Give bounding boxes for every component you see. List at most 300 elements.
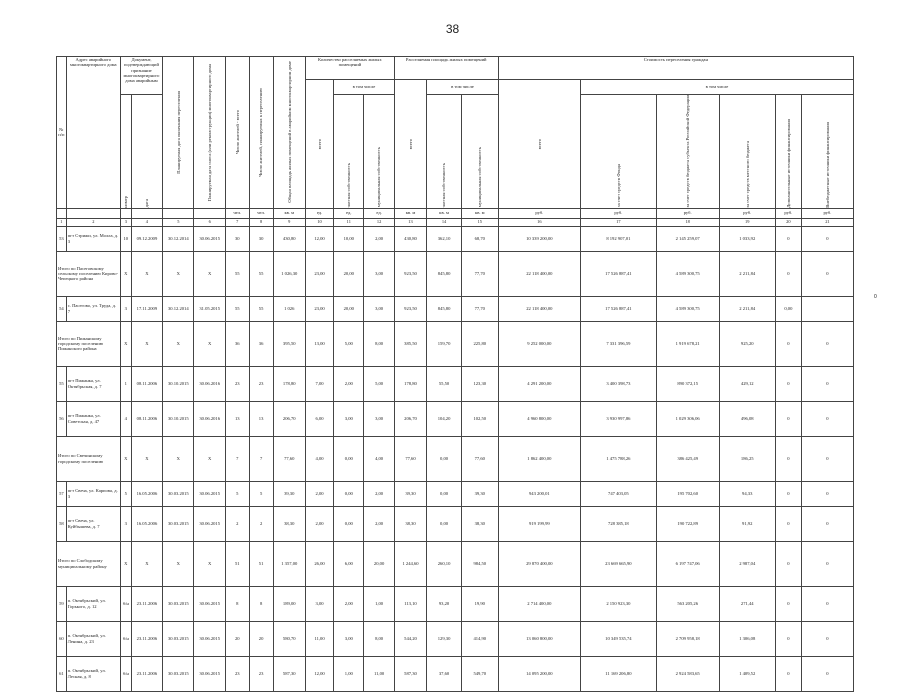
- row-number: 54: [57, 296, 67, 321]
- row-demolish-date: X: [194, 251, 225, 296]
- row-count-all: 2,00: [305, 481, 333, 506]
- row-area-all: 1 244,60: [394, 541, 426, 586]
- header-area-in-that: в том числе: [427, 80, 498, 95]
- header-area-private: частная собственность: [427, 95, 462, 209]
- row-count-all: 12,00: [305, 226, 333, 251]
- row-doc-date: 23.11.2006: [131, 586, 162, 621]
- header-area-all: всего: [394, 80, 426, 209]
- header-residents-total: Число жителей - всего: [225, 57, 249, 209]
- row-address: п. Октябрьский, ул. Ленина, д. 23: [66, 621, 120, 656]
- row-cost-fund: 2 150 923,30: [580, 586, 656, 621]
- row-cost-extra2: 0: [801, 541, 853, 586]
- page-number: 38: [445, 22, 460, 36]
- row-doc-number: б/н: [120, 656, 131, 691]
- column-number-cell: 9: [273, 218, 305, 226]
- row-count-private: 5,00: [334, 321, 364, 366]
- row-residents-total: 23: [225, 366, 249, 401]
- header-doc-number: номер: [120, 95, 131, 209]
- row-area: 206,70: [273, 401, 305, 436]
- row-area-private: 159,70: [427, 321, 462, 366]
- header-cost-in-that: в том числе: [580, 80, 853, 95]
- row-area-private: 104,20: [427, 401, 462, 436]
- header-cost-total: всего: [498, 80, 580, 209]
- row-doc-date: X: [131, 321, 162, 366]
- row-area-private: 260,10: [427, 541, 462, 586]
- row-cost-fund: 728 385,18: [580, 506, 656, 541]
- row-residents-total: 36: [225, 321, 249, 366]
- unit-cell: кв. м: [427, 208, 462, 218]
- row-cost-fund: 17 526 887,41: [580, 251, 656, 296]
- row-area-all: 587,30: [394, 656, 426, 691]
- row-cost-extra2: 0: [801, 656, 853, 691]
- row-plan-date: 30.03.2015: [163, 481, 194, 506]
- header-area: Общая площадь жилых помещений в аварийном многоквартирном доме: [273, 57, 305, 209]
- row-residents-total: 13: [225, 401, 249, 436]
- row-number: 59: [57, 586, 67, 621]
- column-numbers-row: [57, 218, 854, 226]
- row-cost-region: 1 919 678,21: [656, 321, 719, 366]
- row-cost-fund: 7 331 396,59: [580, 321, 656, 366]
- row-cost-extra2: 0: [801, 366, 853, 401]
- table-row: [57, 621, 854, 656]
- row-address: пгт Пижанка, ул. Октябрьская, д. 7: [66, 366, 120, 401]
- row-residents-planned: 2: [249, 506, 273, 541]
- row-residents-planned: 13: [249, 401, 273, 436]
- header-cost-extra2: Внебюджетные источники финансирования: [801, 95, 853, 209]
- row-demolish-date: 30.06.2015: [194, 506, 225, 541]
- row-doc-number: 1: [120, 366, 131, 401]
- row-count-all: 23,00: [305, 251, 333, 296]
- row-demolish-date: 30.06.2016: [194, 366, 225, 401]
- row-number: 56: [57, 401, 67, 436]
- row-cost-region: 386 425,49: [656, 436, 719, 481]
- row-area-private: 845,80: [427, 296, 462, 321]
- row-doc-number: б/н: [120, 621, 131, 656]
- row-residents-total: 23: [225, 656, 249, 691]
- column-number-cell: 6: [194, 218, 225, 226]
- resettlement-table: [56, 56, 854, 692]
- row-cost-local: 496,08: [719, 401, 775, 436]
- header-cost-group: Стоимость переселения граждан: [498, 57, 853, 80]
- row-cost-total: 9 252 000,00: [498, 321, 580, 366]
- table-row: [57, 481, 854, 506]
- row-cost-local: 1 409,52: [719, 656, 775, 691]
- column-number-cell: 21: [801, 218, 853, 226]
- row-area-municipal: 123,30: [461, 366, 498, 401]
- row-count-municipal: 11,00: [364, 656, 394, 691]
- column-number-cell: 15: [461, 218, 498, 226]
- row-count-private: 2,00: [334, 366, 364, 401]
- row-count-private: 20,00: [334, 251, 364, 296]
- row-residents-planned: 51: [249, 541, 273, 586]
- header-address: Адрес аварийного многоквартирного дома: [66, 57, 120, 209]
- row-cost-local: 1 033,92: [719, 226, 775, 251]
- row-area: 1 026: [273, 296, 305, 321]
- row-area: 430,80: [273, 226, 305, 251]
- header-cost-region: за счет средств бюджета субъекта Российской Федерации: [656, 95, 719, 209]
- row-count-all: 11,00: [305, 621, 333, 656]
- row-cost-total: 1 862 400,00: [498, 436, 580, 481]
- row-cost-fund: 23 669 665,90: [580, 541, 656, 586]
- row-cost-fund: 8 192 907,01: [580, 226, 656, 251]
- row-count-private: 6,00: [334, 541, 364, 586]
- row-area-private: 129,30: [427, 621, 462, 656]
- row-doc-number: X: [120, 251, 131, 296]
- header-count-municipal: муниципальная собственность: [364, 95, 394, 209]
- row-address: пгт Пижанка, ул. Советская, д. 47: [66, 401, 120, 436]
- row-address: п. Октябрьский, ул. Лесная, д. 8: [66, 656, 120, 691]
- table-row: [57, 366, 854, 401]
- row-doc-date: 16.05.2006: [131, 506, 162, 541]
- row-doc-date: 23.11.2006: [131, 621, 162, 656]
- row-count-municipal: 2,00: [364, 506, 394, 541]
- row-cost-fund: 10 349 535,74: [580, 621, 656, 656]
- unit-cell: руб.: [801, 208, 853, 218]
- row-cost-local: 429,12: [719, 366, 775, 401]
- row-count-all: 23,00: [305, 296, 333, 321]
- row-doc-number: 5: [120, 481, 131, 506]
- row-address: п. Октябрьский, ул. Горького, д. 12: [66, 586, 120, 621]
- row-cost-extra: 0: [775, 321, 801, 366]
- row-cost-total: 22 118 400,00: [498, 296, 580, 321]
- row-cost-extra: 0: [775, 506, 801, 541]
- unit-cell: руб.: [656, 208, 719, 218]
- unit-cell: руб.: [580, 208, 656, 218]
- row-cost-fund: 3 400 398,73: [580, 366, 656, 401]
- row-count-all: 12,00: [305, 656, 333, 691]
- row-cost-extra2: 0: [801, 621, 853, 656]
- row-cost-local: 91,92: [719, 506, 775, 541]
- row-count-municipal: 20,00: [364, 541, 394, 586]
- row-area-all: 206,70: [394, 401, 426, 436]
- row-cost-extra2: 0: [801, 506, 853, 541]
- header-cost-fund: за счет средств Фонда: [580, 95, 656, 209]
- row-area-all: 113,10: [394, 586, 426, 621]
- row-plan-date: X: [163, 436, 194, 481]
- row-cost-total: 14 095 200,00: [498, 656, 580, 691]
- row-cost-region: 1 029 306,06: [656, 401, 719, 436]
- total-label: Итого по Слободскому муниципальному району: [57, 541, 121, 586]
- row-area-private: 55,50: [427, 366, 462, 401]
- row-area-municipal: 102,50: [461, 401, 498, 436]
- row-plan-date: X: [163, 541, 194, 586]
- row-area-private: 362,10: [427, 226, 462, 251]
- row-cost-extra: 0: [775, 401, 801, 436]
- row-area-private: 0,00: [427, 506, 462, 541]
- row-area-all: 39,30: [394, 481, 426, 506]
- row-area-municipal: 549,70: [461, 656, 498, 691]
- row-area: 189,00: [273, 586, 305, 621]
- row-count-municipal: 1,00: [364, 586, 394, 621]
- header-plan-demolish: Планируемая дата сноса (или реконструкции) многоквартирного дома: [194, 57, 225, 209]
- table-row: [57, 586, 854, 621]
- unit-cell: ед.: [334, 208, 364, 218]
- row-cost-extra: 0: [775, 251, 801, 296]
- row-cost-local: 271,44: [719, 586, 775, 621]
- row-area: 39,30: [273, 481, 305, 506]
- row-residents-total: 5: [225, 481, 249, 506]
- row-residents-total: 8: [225, 586, 249, 621]
- row-area-municipal: 77,60: [461, 436, 498, 481]
- row-cost-local: 2 987,04: [719, 541, 775, 586]
- row-cost-region: 2 709 958,18: [656, 621, 719, 656]
- row-number: 61: [57, 656, 67, 691]
- row-cost-local: 186,25: [719, 436, 775, 481]
- row-cost-local: 925,20: [719, 321, 775, 366]
- row-cost-extra2: 0: [801, 586, 853, 621]
- unit-cell: кв. м: [394, 208, 426, 218]
- row-number: 55: [57, 366, 67, 401]
- unit-cell: кв. м: [461, 208, 498, 218]
- row-address: пгт Свеча, ул. Куйбышева, д. 7: [66, 506, 120, 541]
- row-cost-total: 2 714 400,00: [498, 586, 580, 621]
- row-plan-date: 30.10.2015: [163, 401, 194, 436]
- row-plan-date: X: [163, 251, 194, 296]
- row-doc-date: 17.11.2009: [131, 296, 162, 321]
- table-row: [57, 401, 854, 436]
- column-number-cell: 18: [656, 218, 719, 226]
- row-doc-date: 08.11.2006: [131, 366, 162, 401]
- unit-cell: ед.: [364, 208, 394, 218]
- column-number-cell: 17: [580, 218, 656, 226]
- row-cost-extra: 0: [775, 586, 801, 621]
- row-residents-total: 7: [225, 436, 249, 481]
- row-cost-local: 2 211,84: [719, 296, 775, 321]
- row-area: 1 357,00: [273, 541, 305, 586]
- row-plan-date: 30.03.2015: [163, 656, 194, 691]
- row-cost-region: 2 145 259,07: [656, 226, 719, 251]
- row-cost-extra: 0: [775, 621, 801, 656]
- header-cost-local: за счет средств местного бюджета: [719, 95, 775, 209]
- row-count-private: 0,00: [334, 481, 364, 506]
- row-cost-extra2: 0: [801, 321, 853, 366]
- row-area-municipal: 68,70: [461, 226, 498, 251]
- row-cost-region: 4 589 300,75: [656, 296, 719, 321]
- row-cost-extra2: 0: [801, 401, 853, 436]
- row-residents-total: 20: [225, 621, 249, 656]
- total-row: [57, 541, 854, 586]
- header-num: № п/п: [57, 57, 67, 209]
- column-number-cell: 20: [775, 218, 801, 226]
- row-demolish-date: 30.06.2015: [194, 586, 225, 621]
- row-cost-extra: 0: [775, 436, 801, 481]
- row-residents-planned: 20: [249, 621, 273, 656]
- row-cost-local: 2 211,84: [719, 251, 775, 296]
- row-area-municipal: 225,80: [461, 321, 498, 366]
- row-area: 395,50: [273, 321, 305, 366]
- row-area-municipal: 414,90: [461, 621, 498, 656]
- row-area-private: 93,20: [427, 586, 462, 621]
- header-residents-planned: Число жителей, планируемых к переселению: [249, 57, 273, 209]
- unit-cell: руб.: [498, 208, 580, 218]
- column-number-cell: 12: [364, 218, 394, 226]
- row-area: 580,70: [273, 621, 305, 656]
- row-cost-fund: 17 526 887,41: [580, 296, 656, 321]
- row-residents-planned: 7: [249, 436, 273, 481]
- units-row: [57, 208, 854, 218]
- table-row: [57, 656, 854, 691]
- row-count-all: 4,00: [305, 436, 333, 481]
- row-cost-region: 890 372,15: [656, 366, 719, 401]
- row-count-municipal: 3,00: [364, 251, 394, 296]
- row-area-all: 38,30: [394, 506, 426, 541]
- row-doc-number: 10: [120, 226, 131, 251]
- total-row: [57, 436, 854, 481]
- row-cost-extra2: 0: [801, 226, 853, 251]
- row-residents-planned: 23: [249, 656, 273, 691]
- row-address: пгт Стрижи, ул. Молла, д. 3: [66, 226, 120, 251]
- row-cost-extra2: 0: [801, 481, 853, 506]
- row-plan-date: 30.03.2015: [163, 506, 194, 541]
- row-residents-total: 30: [225, 226, 249, 251]
- column-number-cell: 4: [131, 218, 162, 226]
- row-cost-region: 563 205,26: [656, 586, 719, 621]
- column-number-cell: 7: [225, 218, 249, 226]
- table-row: [57, 226, 854, 251]
- row-residents-planned: 5: [249, 481, 273, 506]
- row-area-municipal: 38,30: [461, 506, 498, 541]
- row-cost-fund: 11 169 206,80: [580, 656, 656, 691]
- total-row: [57, 321, 854, 366]
- row-plan-date: 30.12.2014: [163, 226, 194, 251]
- row-residents-total: 2: [225, 506, 249, 541]
- row-cost-total: 919 199,99: [498, 506, 580, 541]
- row-area-private: 845,80: [427, 251, 462, 296]
- column-number-cell: 3: [120, 218, 131, 226]
- row-count-municipal: 2,00: [364, 226, 394, 251]
- row-cost-total: 4 960 800,00: [498, 401, 580, 436]
- row-cost-extra: 0: [775, 481, 801, 506]
- row-demolish-date: X: [194, 321, 225, 366]
- row-number: 57: [57, 481, 67, 506]
- row-count-all: 3,00: [305, 586, 333, 621]
- row-count-private: 3,00: [334, 401, 364, 436]
- column-number-cell: 1: [57, 218, 67, 226]
- row-cost-local: 1 306,08: [719, 621, 775, 656]
- row-area: 77,60: [273, 436, 305, 481]
- row-area-all: 544,20: [394, 621, 426, 656]
- row-area-private: 0,00: [427, 481, 462, 506]
- row-cost-fund: 747 403,05: [580, 481, 656, 506]
- row-demolish-date: X: [194, 541, 225, 586]
- row-area-all: 923,50: [394, 296, 426, 321]
- row-count-all: 26,00: [305, 541, 333, 586]
- unit-cell: чел.: [225, 208, 249, 218]
- row-cost-region: 195 702,60: [656, 481, 719, 506]
- row-residents-total: 55: [225, 251, 249, 296]
- row-count-private: 3,00: [334, 621, 364, 656]
- row-cost-total: 943 200,01: [498, 481, 580, 506]
- row-address: с. Пасегово, ул. Труда, д. 7: [66, 296, 120, 321]
- row-doc-date: 08.11.2006: [131, 401, 162, 436]
- row-doc-number: б/н: [120, 586, 131, 621]
- row-plan-date: 30.03.2015: [163, 586, 194, 621]
- row-cost-total: 22 118 400,00: [498, 251, 580, 296]
- row-area-all: 178,80: [394, 366, 426, 401]
- row-doc-date: 23.11.2006: [131, 656, 162, 691]
- row-count-municipal: 8,00: [364, 621, 394, 656]
- row-demolish-date: X: [194, 436, 225, 481]
- unit-cell: руб.: [775, 208, 801, 218]
- row-doc-date: X: [131, 251, 162, 296]
- row-demolish-date: 30.06.2015: [194, 226, 225, 251]
- row-cost-total: 13 060 800,00: [498, 621, 580, 656]
- row-area-municipal: 39,30: [461, 481, 498, 506]
- unit-cell: руб.: [719, 208, 775, 218]
- column-number-cell: 14: [427, 218, 462, 226]
- header-doc-date: дата: [131, 95, 162, 209]
- row-area: 587,30: [273, 656, 305, 691]
- margin-mark: 0: [874, 294, 877, 300]
- row-plan-date: 30.03.2015: [163, 621, 194, 656]
- row-count-private: 20,00: [334, 296, 364, 321]
- row-area: 1 026,30: [273, 251, 305, 296]
- row-doc-date: X: [131, 436, 162, 481]
- column-number-cell: 11: [334, 218, 364, 226]
- row-cost-total: 29 870 400,00: [498, 541, 580, 586]
- unit-cell: чел.: [249, 208, 273, 218]
- row-cost-total: 4 291 200,00: [498, 366, 580, 401]
- table-row: [57, 296, 854, 321]
- row-doc-date: 16.05.2006: [131, 481, 162, 506]
- row-plan-date: X: [163, 321, 194, 366]
- row-plan-date: 30.10.2015: [163, 366, 194, 401]
- column-number-cell: 16: [498, 218, 580, 226]
- column-number-cell: 10: [305, 218, 333, 226]
- row-count-private: 10,00: [334, 226, 364, 251]
- header-cost-extra: Дополнительные источники финансирования: [775, 95, 801, 209]
- row-cost-extra2: 0: [801, 436, 853, 481]
- row-cost-extra: 0: [775, 656, 801, 691]
- row-residents-planned: 23: [249, 366, 273, 401]
- row-area-municipal: 77,70: [461, 251, 498, 296]
- row-doc-date: X: [131, 541, 162, 586]
- total-label: Итого по Пасеговскому сельскому поселению Кирово-Чепецкого района: [57, 251, 121, 296]
- column-number-cell: 5: [163, 218, 194, 226]
- row-count-municipal: 3,00: [364, 296, 394, 321]
- row-residents-total: 55: [225, 296, 249, 321]
- row-area-private: 0,00: [427, 436, 462, 481]
- row-cost-fund: 3 930 997,86: [580, 401, 656, 436]
- row-residents-planned: 55: [249, 296, 273, 321]
- row-count-private: 1,00: [334, 656, 364, 691]
- row-cost-extra: 0: [775, 366, 801, 401]
- row-area-all: 385,50: [394, 321, 426, 366]
- row-count-all: 2,00: [305, 506, 333, 541]
- column-number-cell: 8: [249, 218, 273, 226]
- row-area: 178,80: [273, 366, 305, 401]
- total-row: [57, 251, 854, 296]
- row-cost-region: 2 924 583,65: [656, 656, 719, 691]
- row-count-municipal: 5,00: [364, 366, 394, 401]
- row-doc-date: 09.12.2009: [131, 226, 162, 251]
- row-count-all: 7,00: [305, 366, 333, 401]
- total-label: Итого по Пижанскому городскому поселению Пижанского района: [57, 321, 121, 366]
- row-cost-extra2: [801, 296, 853, 321]
- row-demolish-date: 31.05.2015: [194, 296, 225, 321]
- header-plan-date: Планируемая дата окончания переселения: [163, 57, 194, 209]
- row-cost-local: 94,33: [719, 481, 775, 506]
- row-count-private: 0,00: [334, 506, 364, 541]
- row-residents-planned: 8: [249, 586, 273, 621]
- row-count-municipal: 3,00: [364, 401, 394, 436]
- row-doc-number: 4: [120, 401, 131, 436]
- row-residents-planned: 36: [249, 321, 273, 366]
- row-doc-number: X: [120, 436, 131, 481]
- header-document: Документ, подтверждающий признание многоквартирного дома аварийным: [120, 57, 162, 95]
- row-cost-extra: 0: [775, 226, 801, 251]
- row-demolish-date: 30.06.2016: [194, 401, 225, 436]
